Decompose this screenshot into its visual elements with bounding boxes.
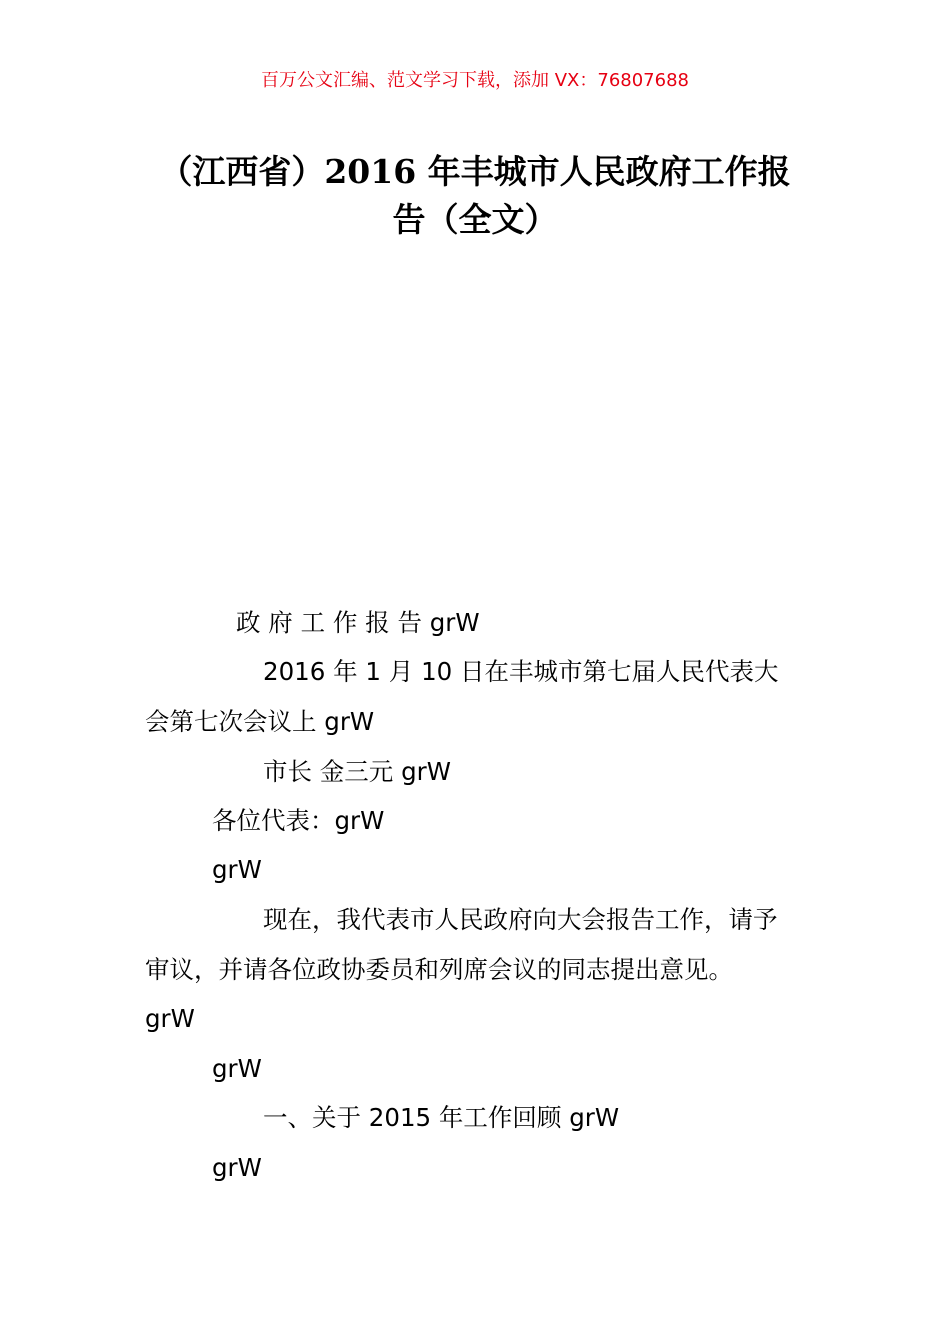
paragraph-marker: grW (212, 855, 262, 884)
title-line-1: （江西省）2016 年丰城市人民政府工作报 (159, 152, 791, 191)
speaker-line: 市长 金三元 grW (263, 757, 451, 786)
document-title (140, 148, 810, 244)
meeting-info-line-1: 2016 年 1 月 10 日在丰城市第七届人民代表大 (263, 657, 779, 686)
report-heading: 政 府 工 作 报 告 grW (236, 608, 480, 637)
title-line-2: 告（全文） (392, 200, 558, 239)
paragraph-marker: grW (212, 1153, 262, 1182)
watermark-text: 百万公文汇编、范文学习下载，添加 VX：76807688 (261, 70, 689, 91)
intro-line-3: grW (145, 1004, 195, 1033)
salutation: 各位代表：grW (212, 806, 385, 835)
meeting-info-line-2: 会第七次会议上 grW (145, 707, 375, 736)
section-heading: 一、关于 2015 年工作回顾 grW (263, 1103, 620, 1132)
paragraph-marker: grW (212, 1054, 262, 1083)
intro-line-2: 审议，并请各位政协委员和列席会议的同志提出意见。 (145, 955, 733, 984)
intro-line-1: 现在，我代表市人民政府向大会报告工作，请予 (263, 905, 778, 934)
